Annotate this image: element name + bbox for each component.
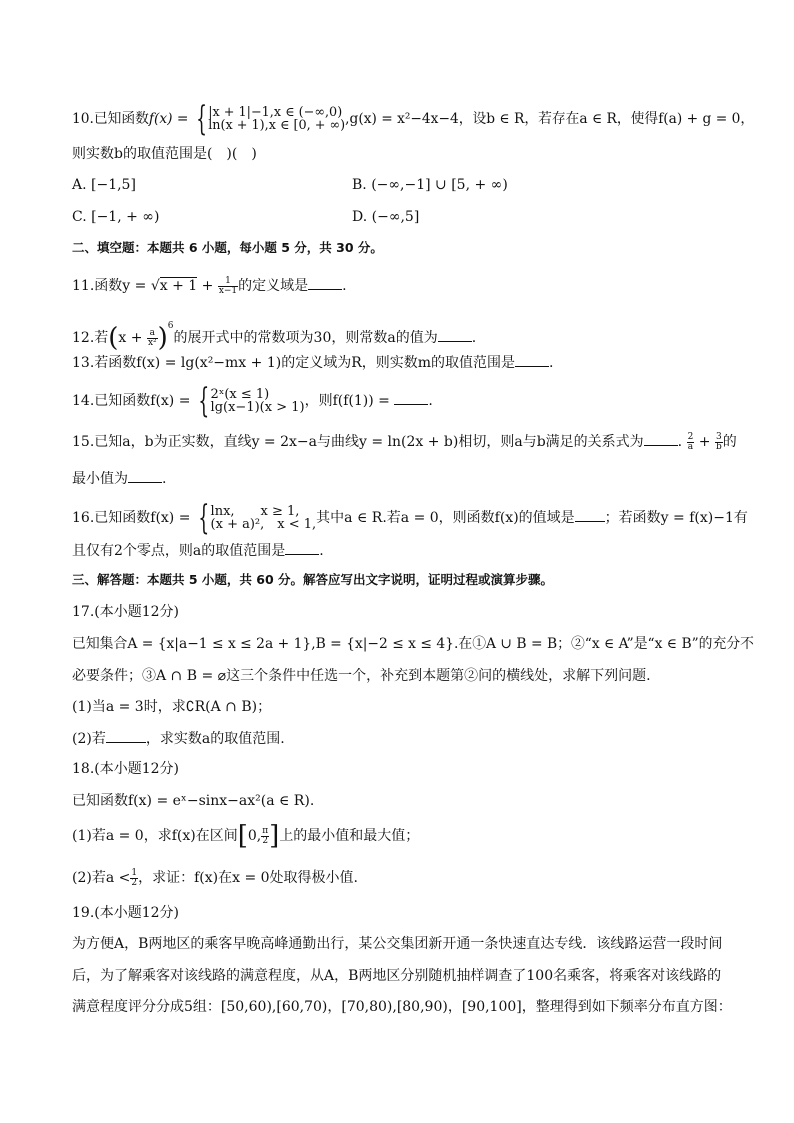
- q14-intro: 14.已知函数f(x) =: [72, 393, 195, 409]
- q11-sqrt-sign: √: [150, 278, 160, 294]
- question-11: [72, 275, 724, 296]
- q17-paragraph-2: 必要条件；③A ∩ B = ⌀这三个条件中任选一个，补充到本题第②问的横线处，求解下列问题.: [72, 668, 651, 684]
- q10-intro: 10.已知函数: [72, 111, 149, 127]
- question-16-line-1: [72, 498, 748, 538]
- q12-inner: x +: [118, 330, 147, 346]
- q12-exponent: 6: [167, 321, 174, 331]
- q11-sqrt-body: x + 1: [159, 278, 198, 294]
- q10-option-c[interactable]: C. [−1, + ∞): [72, 209, 160, 225]
- q12-intro: 12.若: [72, 330, 109, 346]
- q15-f2-num: 3: [715, 431, 722, 442]
- q16-answer-blank-1[interactable]: [575, 507, 605, 522]
- q13-end: .: [549, 355, 554, 371]
- q12-end: .: [471, 330, 477, 346]
- q18-heading: 18.(本小题12分): [72, 761, 180, 777]
- q11-tail: 的定义域是: [238, 278, 309, 294]
- q18-pi-den: 2: [262, 835, 269, 846]
- q18-pi-num: π: [262, 825, 269, 836]
- q16-text-c: ；若函数y = f(x)−1有: [604, 510, 748, 526]
- q16-intro: 16.已知函数f(x) =: [72, 510, 195, 526]
- q19-paragraph-3: 满意程度评分分成5组：[50,60),[60,70)，[70,80),[80,90)，[90,100]，整理得到如下频率分布直方图：: [72, 999, 732, 1015]
- q10-fx: f(x) =: [148, 111, 193, 127]
- q10-option-b[interactable]: B. (−∞,−1] ∪ [5, + ∞): [352, 177, 508, 193]
- q12-frac-num: a: [147, 329, 158, 339]
- q16-text-b: 其中a ∈ R.若a = 0，则函数f(x)的值域是: [316, 510, 575, 526]
- q10-brace: {: [196, 99, 207, 139]
- question-15-line-2: [72, 468, 724, 489]
- q17-part-2-b: ，求实数a的取值范围.: [145, 731, 285, 747]
- q16-end: .: [319, 543, 324, 559]
- q10-case-1: |x + 1|−1,x ∈ (−∞,0): [208, 105, 343, 120]
- section-2-heading: 二、填空题：本题共 6 小题，每小题 5 分，共 30 分。: [72, 240, 383, 255]
- q15-f1-den: a: [687, 441, 694, 452]
- q13-text: 13.若函数f(x) = lg(x²−mx + 1)的定义域为R，则实数m的取值范围是: [72, 355, 516, 371]
- q18-part-1-b: 上的最小值和最大值；: [279, 828, 420, 844]
- q19-heading: 19.(本小题12分): [72, 905, 180, 921]
- question-13: [72, 352, 724, 373]
- q17-part-2-a: (2)若: [72, 731, 106, 747]
- q14-brace: {: [198, 381, 210, 421]
- q12-frac-den: x²: [147, 337, 157, 348]
- q10-case-2: ln(x + 1),x ∈ [0, + ∞): [208, 118, 346, 133]
- q17-answer-blank[interactable]: [106, 728, 146, 743]
- q18-part-1-a: (1)若a = 0，求f(x)在区间: [72, 828, 238, 844]
- q10-option-a[interactable]: A. [−1,5]: [72, 177, 136, 193]
- question-10-line-2: 则实数b的取值范围是( )( ): [72, 146, 257, 162]
- q16-brace: {: [198, 498, 210, 538]
- q15-f2-den: b: [715, 441, 722, 452]
- q17-part-1: (1)当a = 3时，求∁R(A ∩ B)；: [72, 699, 272, 715]
- q15-fraction-2: [715, 433, 723, 452]
- q18-paragraph-1: 已知函数f(x) = eˣ−sinx−ax²(a ∈ R).: [72, 793, 315, 809]
- q18-part-2-a: (2)若a <: [72, 870, 131, 886]
- question-10-line-1: [72, 99, 755, 139]
- q10-rest: ,g(x) = x²−4x−4，设b ∈ R，若存在a ∈ R，使得f(a) + g = 0，: [345, 111, 755, 127]
- q18-right-bracket: ]: [269, 821, 280, 851]
- q18-pi-fraction: [261, 827, 269, 846]
- q15-plus: +: [694, 434, 715, 450]
- q15-tail: 的: [722, 434, 737, 450]
- q13-answer-blank[interactable]: [515, 352, 549, 367]
- q15-answer-blank-2[interactable]: [128, 468, 162, 483]
- q11-fraction: [218, 277, 238, 296]
- q15-text: 15.已知a，b为正实数，直线y = 2x−a与曲线y = ln(2x + b)相切，则a与b满足的关系式为: [72, 434, 644, 450]
- q10-piecewise: [208, 106, 345, 132]
- q11-frac-den: x−1: [218, 285, 238, 296]
- q11-intro: 11.函数y =: [72, 278, 151, 294]
- q16-answer-blank-2[interactable]: [285, 540, 319, 555]
- q19-paragraph-2: 后，为了解乘客对该线路的满意程度，从A，B两地区分别随机抽样调查了100名乘客，将乘客对该线路的: [72, 968, 722, 984]
- q14-end: .: [428, 393, 433, 409]
- q18-interval-left: 0,: [247, 828, 262, 844]
- q19-paragraph-1: 为方便A，B两地区的乘客早晚高峰通勤出行，某公交集团新开通一条快速直达专线．该线路运营一段时间: [72, 936, 723, 952]
- q17-part-2: [72, 728, 724, 749]
- q15-end: .: [162, 471, 167, 487]
- q14-case-2: lg(x−1)(x > 1): [210, 400, 305, 415]
- q14-answer-blank[interactable]: [394, 390, 428, 405]
- q15-dot: .: [677, 434, 683, 450]
- q12-answer-blank[interactable]: [438, 327, 472, 342]
- q12-right-paren: ): [157, 323, 168, 353]
- q15-answer-blank-1[interactable]: [644, 431, 678, 446]
- q17-heading: 17.(本小题12分): [72, 604, 180, 620]
- q14-piecewise: [211, 388, 305, 414]
- q16-case-1: lnx, x ≥ 1,: [210, 504, 300, 519]
- q18-left-bracket: [: [237, 821, 248, 851]
- q11-plus: +: [197, 278, 218, 294]
- q18-half-fraction: [130, 869, 138, 888]
- q18-part-1: [72, 821, 724, 851]
- q16-case-2: (x + a)², x < 1,: [210, 517, 317, 532]
- question-15-line-1: [72, 431, 737, 452]
- q12-left-paren: (: [108, 323, 119, 353]
- q16-piecewise: [211, 505, 317, 531]
- q15-line2: 最小值为: [72, 471, 128, 487]
- q14-case-1: 2ˣ(x ≤ 1): [210, 387, 270, 402]
- q12-tail: 的展开式中的常数项为30，则常数a的值为: [173, 330, 438, 346]
- question-12: [72, 316, 724, 353]
- q11-answer-blank[interactable]: [308, 275, 342, 290]
- question-14: [72, 381, 724, 421]
- q10-option-d[interactable]: D. (−∞,5]: [352, 209, 420, 225]
- q17-paragraph-1: 已知集合A = {x|a−1 ≤ x ≤ 2a + 1},B = {x|−2 ≤ x ≤ 4}.在①A ∪ B = B；②“x ∈ A”是“x ∈ B”的充分不: [72, 636, 755, 652]
- q14-tail: ，则f(f(1)) =: [304, 393, 395, 409]
- q12-fraction: [147, 329, 158, 348]
- q18-half-num: 1: [131, 867, 138, 878]
- q11-frac-num: 1: [218, 277, 238, 287]
- question-16-line-2: [72, 540, 724, 561]
- q15-f1-num: 2: [687, 431, 694, 442]
- q16-line2: 且仅有2个零点，则a的取值范围是: [72, 543, 286, 559]
- section-3-heading: 三、解答题：本题共 5 小题，共 60 分。解答应写出文字说明，证明过程或演算步骤。: [72, 572, 554, 587]
- q18-part-2-b: ，求证：f(x)在x = 0处取得极小值.: [138, 870, 358, 886]
- q18-half-den: 2: [131, 877, 138, 888]
- q18-part-2: [72, 868, 724, 888]
- q11-end: .: [342, 278, 347, 294]
